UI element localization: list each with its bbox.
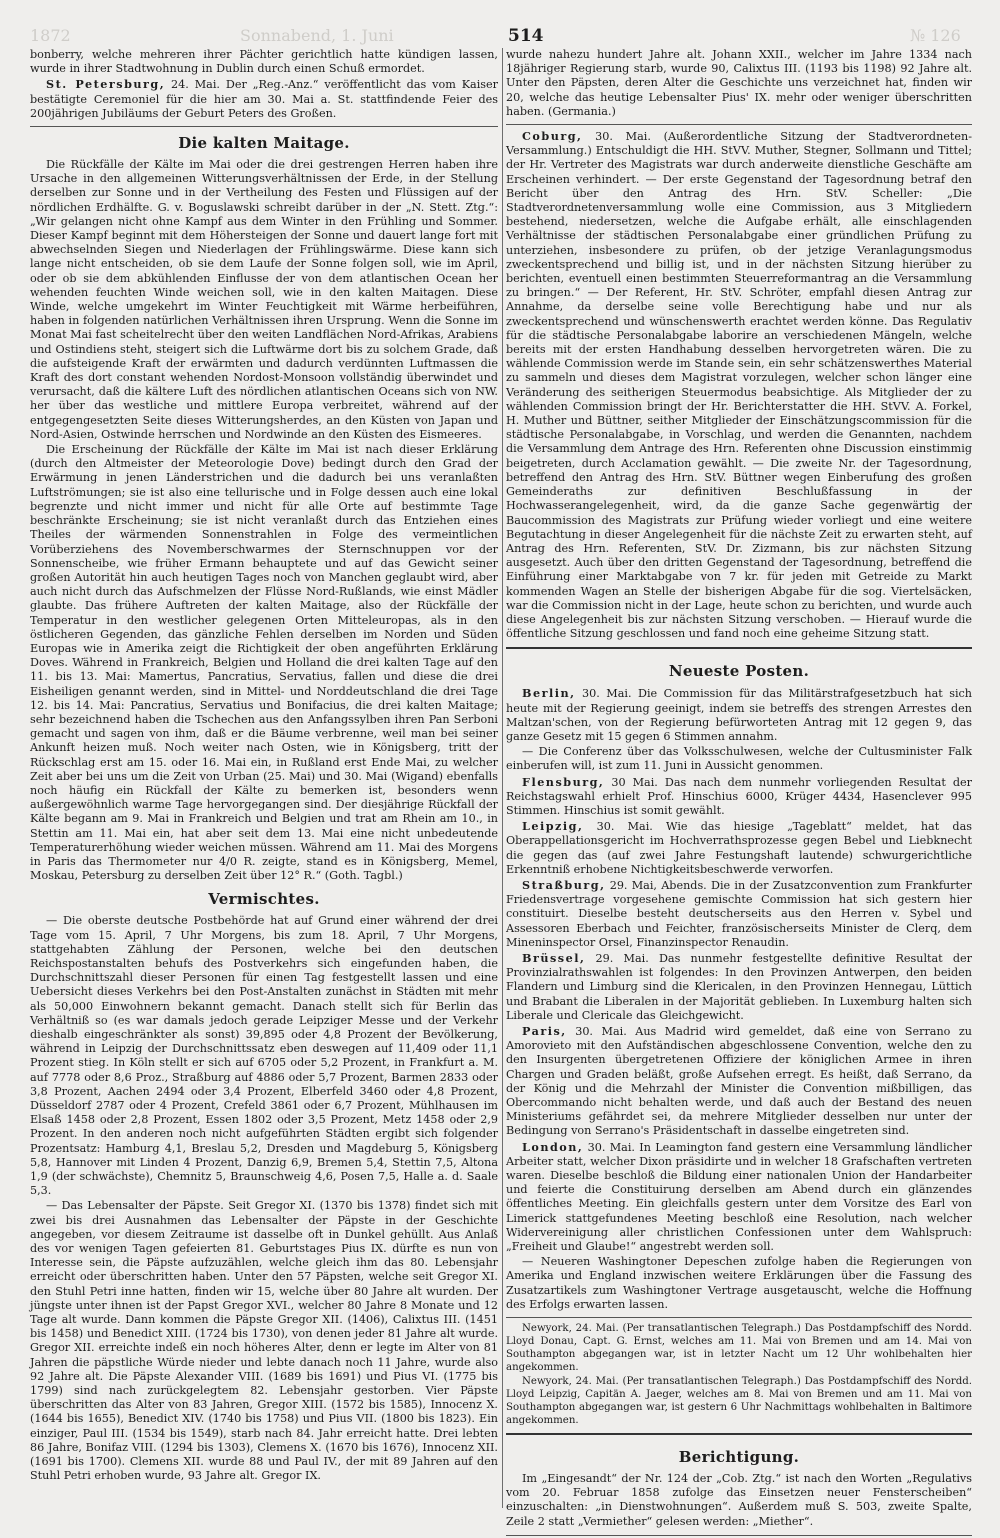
shipping-notices [506,1322,972,1427]
page-number: 514 [508,26,544,46]
section-heading-maitage: Die kalten Maitage. [178,134,350,153]
faint-bleed-right: № 126 [910,26,961,45]
article-coburg [506,129,972,641]
article-flensburg [506,775,972,819]
divider [506,1433,972,1441]
article-berlin [506,686,972,744]
left-column [30,48,498,1510]
dateline-place: St. Petersburg, [46,77,166,92]
article-continuation: wurde nahezu hundert Jahre alt. Johann XXII., welcher im Jahre 1334 nach 18jähriger Regierung starb, wurde 90, Calixtus III. (1193 bis 1198) 92 Jahre alt. Unter den Päpsten, deren Alter die Geschichte uns verzeichnet hat, finden wir 20, welche das heutige Lebensalter Pius' IX. mehr oder weniger überschritten haben. (Germania.) [506,48,972,118]
paragraph: — Die Conferenz über das Volksschulwesen, welche der Cultusminister Falk einberufen will, ist zum 11. Juni in Aussicht genommen. [506,745,972,773]
paragraph: Im „Eingesandt“ der Nr. 124 der „Cob. Ztg.“ ist nach den Worten „Regulativs vom 20. Februar 1858 zufolge das Einsetzen neuer Fensterscheiben“ einzuschalten: „in Dienstwohnungen“. Außerdem muß S. 503, zweite Spalte, Zeile 2 statt „Vermiether“ gelesen werden: „Miether“. [506,1472,972,1528]
divider [506,1317,972,1318]
dateline-place: Paris, [522,1024,567,1038]
article-paris [506,1024,972,1139]
dateline-place: Leipzig, [522,819,584,834]
divider [506,124,972,125]
article-text: 29. Mai, Abends. Die in der Zusatzconvention zum Frankfurter Friedensvertrage vorgesehene gemischte Commission hat sich gestern hier constituirt. Dieselbe besteht deutscherseits aus den Herren v. Sybel und Assessoren Eberbach und Feichter, französischerseits Minister de Clerq, dem Mineninspector Orsel, Finanzinspector Renaudin. [506,878,972,949]
article-text: 30. Mai. (Außerordentliche Sitzung der Stadtverordneten-Versammlung.) Entschuldigt die HH. StVV. Muther, Stegner, Sollmann und Tittel; der Hr. Vertreter des Magistrats war durch anderweite dienstliche Geschäfte am Erscheinen verhindert. — Der erste Gegenstand der Tagesordnung betraf den Bericht über den Antrag des Hrn. StV. Scheller: „Die Stadtverordnetenversammlung wolle eine Commission, aus 3 Mitgliedern bestehend, niedersetzen, welche die Aufgabe erhält, alle einschlagenden Verhältnisse der städtischen Personalabgabe einer gründlichen Prüfung zu unterziehen, insbesondere zu prüfen, ob der jetzige Veranlagungsmodus zweckentsprechend und billig ist, und in der nächsten Sitzung hierüber zu berichten, eventuell einen bestimmten Steuerreformantrag an die Versammlung zu bringen.“ — Der Referent, Hr. StV. Schröter, empfahl diesen Antrag zur Annahme, da derselbe seine volle Berechtigung habe und nur als zweckentsprechend und wünschenswerth erachtet werden könne. Das Regulativ für die städtische Personalabgabe laborire an verschiedenen Mängeln, welche bereits mit der ersten Handhabung desselben hervorgetreten wären. Die zu wählende Commission werde im Stande sein, ein sehr schätzenswerthes Material zu sammeln und dieses dem Magistrat vorzulegen, welcher schon länger eine Veränderung des seitherigen Steuermodus beabsichtige. Als Mitglieder der zu wählenden Commission bringt der Hr. Berichterstatter die HH. StVV. A. Forkel, H. Muther und Büttner, seither Mitglieder der Einschätzungscommission für die städtische Personalabgabe, in Vorschlag, und werden die Genannten, nachdem die Versammlung dem Antrage des Hrn. Referenten ohne Discussion einstimmig beigetreten, durch Acclamation gewählt. — Die zweite Nr. der Tagesordnung, betreffend den Antrag des Hrn. StV. Büttner wegen Einberufung des großen Gemeinderaths zur definitiven Beschlußfassung in der Hochwasserangelegenheit, wird, da die ganze Sache gegenwärtig der Baucommission des Magistrats zur Prüfung wieder vorliegt und eine weitere Begutachtung in dieser Angelegenheit für die nächste Zeit zu erwarten steht, auf Antrag des Hrn. Referenten, StV. Dr. Zizmann, bis zur nächsten Sitzung ausgesetzt. Auch über den dritten Gegenstand der Tagesordnung, betreffend die Einführung einer Marktabgabe von 7 kr. für jeden mit Getreide zu Markt kommenden Wagen an Stelle der bisherigen Abgabe für die sog. Viertelsäcken, war die Commission nicht in der Lage, heute schon zu berichten, und wurde auch diese Angelegenheit bis zur nächsten Sitzung verschoben. — Hierauf wurde die öffentliche Sitzung geschlossen und fand noch eine geheime Sitzung statt. [506,130,972,641]
shipping-notice: Newyork, 24. Mai. (Per transatlantischen Telegraph.) Das Postdampfschiff des Nordd. Lloyd Leipzig, Capitän A. Jaeger, welches am 8. Mai von Bremen und am 11. Mai von Southampton abgegangen war, ist gestern 6 Uhr Nachmittags wohlbehalten in Baltimore angekommen. [506,1376,972,1427]
article-leipzig [506,819,972,877]
dateline-place: Berlin, [522,686,576,701]
dateline-place: Coburg, [522,129,583,144]
paragraph: — Neueren Washingtoner Depeschen zufolge haben die Regierungen von Amerika und England inzwischen weitere Erklärungen über die Fassung des Zusatzartikels zum Washingtoner Vertrage ausgetauscht, welche die Hoffnung des Erfolgs erwarten lassen. [506,1255,972,1311]
article-st-petersburg [30,77,498,121]
dateline-place: London, [522,1139,584,1154]
article-strassburg [506,878,972,950]
right-column [506,48,972,1528]
paragraph: — Die oberste deutsche Postbehörde hat auf Grund einer während der drei Tage vom 15. April, 7 Uhr Morgens, bis zum 18. April, 7 Uhr Morgens, stattgehabten Zählung der Personen, welche bei den deutschen Reichspostanstalten behufs des Postverkehrs sich eingefunden haben, die Durchschnittszahl dieser Personen für einen Tag festgestellt lassen und eine Uebersicht dieses Verkehrs bei den Post-Anstalten zunächst in Städten mit mehr als 50,000 Einwohnern bekannt gemacht. Danach stellt sich für Berlin das Verhältniß so (es war damals jedoch gerade Leipziger Messe und der Verkehr dieshalb eingeschränkter als sonst) 39,895 oder 4,8 Prozent der Bevölkerung, während in Leipzig der Durchschnittssatz eben deswegen auf 11,409 oder 11,1 Prozent stieg. In Köln stellt er sich auf 6705 oder 5,2 Prozent, in Frankfurt a. M. auf 7778 oder 8,6 Proz., Straßburg auf 4886 oder 5,7 Prozent, Barmen 2833 oder 3,8 Prozent, Aachen 2494 oder 3,4 Prozent, Elberfeld 3460 oder 4,8 Prozent, Düsseldorf 2787 oder 4 Prozent, Crefeld 3861 oder 6,7 Prozent, Mühlhausen im Elsaß 1458 oder 2,8 Prozent, Essen 1802 oder 3,5 Prozent, Metz 1458 oder 2,9 Prozent. In den anderen noch nicht aufgeführten Städten ergibt sich folgender Prozentsatz: Hamburg 4,1, Breslau 5,2, Dresden und Magdeburg 5, Königsberg 5,8, Hannover mit Linden 4 Prozent, Danzig 6,9, Bremen 5,4, Stettin 7,5, Altona 1,9 (der schwächste), Chemnitz 5, Braunschweig 4,6, Posen 7,5, Halle a. d. Saale 5,3. [30,914,498,1198]
paragraph: Die Rückfälle der Kälte im Mai oder die drei gestrengen Herren haben ihre Ursache in den allgemeinen Witterungsverhältnissen der Erde, in der Stellung derselben zur Sonne und in der Vertheilung des Festen und Flüssigen auf der nördlichen Erdhälfte. G. v. Boguslawski schreibt darüber in der „N. Stett. Ztg.“: „Wir gelangen nicht ohne Kampf aus dem Winter in den Frühling und Sommer. Dieser Kampf beginnt mit dem Höhersteigen der Sonne und dauert lange fort mit abwechselnden Siegen und Niederlagen der Frühlingswärme. Diese kann sich lange nicht entscheiden, ob sie dem Laufe der Sonne folgen soll, wie im April, oder ob sie dem abkühlenden Einflusse der von dem atlantischen Ocean her wehenden feuchten Winde weichen soll, wie in den kalten Maitagen. Diese Winde, welche umgekehrt im Winter Feuchtigkeit mit Wärme herbeiführen, haben in folgenden natürlichen Verhältnissen ihren Ursprung. Wenn die Sonne im Monat Mai fast scheitelrecht über den weiten Landflächen Nord-Afrikas, Arabiens und Ostindiens steht, steigert sich die Luftwärme dort bis zu solchem Grade, daß die aufsteigende Kraft der erwärmten und dadurch verdünnten Luftmassen die Kraft des dort constant wehenden Nordost-Monsoon vollständig überwindet und verursacht, daß die kältere Luft des nördlichen atlantischen Oceans sich von NW. her über das westliche und mittlere Europa verbreitet, während auf der entgegengesetzten Seite dieses Witterungsherdes, an den Küsten von Japan und Nord-Asien, Ostwinde herrschen und Nordwinde an den Küsten des Eismeeres. [30,158,498,441]
page-header [30,26,970,46]
section-heading-neueste-posten: Neueste Posten. [668,662,810,681]
article-text: 29. Mai. Das nunmehr festgestellte definitive Resultat der Provinzialrathswahlen ist folgendes: In den Provinzen Antwerpen, den beiden Flandern und Limburg sind die Klericalen, in den Provinzen Hennegau, Lüttich und Brabant die Liberalen in der Majorität geblieben. In Luxemburg halten sich Liberale und Clericale das Gleichgewicht. [506,951,972,1022]
shipping-notice: Newyork, 24. Mai. (Per transatlantischen Telegraph.) Das Postdampfschiff des Nordd. Lloyd Donau, Capt. G. Ernst, welches am 11. Mai von Bremen und am 14. Mai von Southampton abgegangen war, ist in letzter Nacht um 12 Uhr wohlbehalten hier angekommen. [506,1323,972,1374]
paragraph: Die Erscheinung der Rückfälle der Kälte im Mai ist nach dieser Erklärung (durch den Altmeister der Meteorologie Dove) bedingt durch den Grad der Erwärmung in jenen Länderstrichen und die dadurch bei uns veranlaßten Luftströmungen; sie ist also eine tellurische und in Folge dessen auch eine lokal begrenzte und nicht immer und nicht für alle Orte auf bestimmte Tage beschränkte Erscheinung; sie ist nicht veranlaßt durch das Entziehen eines Theiles der wärmenden Sonnenstrahlen in Folge des vermeintlichen Vorüberziehens des Novemberschwarmes der Sternschnuppen vor der Sonnenscheibe, wie früher Ermann behauptete und auf das Gewicht seiner großen Autorität hin auch heutigen Tages noch von Manchen geglaubt wird, aber auch nicht durch das Aufschmelzen der Flüsse Nord-Rußlands, wie einst Mädler glaubte. Das frühere Auftreten der kalten Maitage, also der Rückfälle der Temperatur in den westlicher gelegenen Orten Mitteleuropas, als in den östlicheren Gegenden, das gänzliche Fehlen derselben im Norden und Süden Europas wie in Amerika zeigt die Richtigkeit der oben angeführten Erklärung Doves. Während in Frankreich, Belgien und Holland die drei kalten Tage auf den 11. bis 13. Mai: Mamertus, Pancratius, Servatius, fallen und diese die drei Eisheiligen genannt werden, sind in Mittel- und Norddeutschland die drei Tage 12. bis 14. Mai: Pancratius, Servatius und Bonifacius, die drei kalten Maitage; sehr bezeichnend haben die Tschechen aus den Anfangssylben ihren Pan Serboni gemacht und sagen von ihm, daß er die Bäume verbrenne, weil man bei seiner Ankunft heizen muß. Noch weiter nach Osten, wie in Königsberg, tritt der Rückschlag erst am 15. oder 16. Mai ein, in Rußland erst Ende Mai, zu welcher Zeit aber bei uns um die Zeit von Urban (25. Mai) und 30. Mai (Wigand) ebenfalls noch häufig ein Rückfall der Kälte zu bemerken ist, besonders wenn außergewöhnlich warme Tage hervorgegangen sind. Der diesjährige Rückfall der Kälte begann am 9. Mai in Frankreich und Belgien und trat am Rhein am 10., in Stettin am 11. Mai ein, hat aber seit dem 13. Mai eine nicht unbedeutende Temperaturerhöhung wieder weichen müssen. Während am 11. Mai des Morgens in Paris das Thermometer nur 4/0 R. zeigte, stand es in Königsberg, Memel, Moskau, Petersburg zu derselben Zeit über 12° R.“ (Goth. Tagbl.) [30,443,498,883]
article-text: 30. Mai. Aus Madrid wird gemeldet, daß eine von Serrano zu Amorovieto mit den Aufständischen abgeschlossene Convention, welche den zu den Insurgenten übergetretenen Offiziere der königlichen Armee in ihren Chargen und Graden beläßt, große Aufsehen erregt. Es heißt, daß Serrano, da der König und die Mehrzahl der Minister die Convention mißbilligen, das Obercommando nicht behalten werde, und daß auch der Bestand des neuen Ministeriums gefährdet sei, da mehrere Mitglieder desselben nur unter der Bedingung von Serrano's Präsidentschaft in dasselbe eingetreten sind. [506,1025,972,1138]
faint-bleed-left: 1872 [30,26,71,45]
section-heading-berichtigung: Berichtigung. [678,1448,800,1467]
dateline-place: Straßburg, [522,877,606,892]
column-divider [502,48,503,1508]
article-text: 30. Mai. Wie das hiesige „Tageblatt“ meldet, hat das Oberappellationsgericht im Hochverrathsprozesse gegen Bebel und Liebknecht die gegen das (auf zwei Jahre Festungshaft lautende) schwurgerichtliche Erkenntniß erhobene Nichtigkeitsbeschwerde verworfen. [506,820,972,876]
faint-bleed-middle: Sonnabend, 1. Juni [240,26,394,45]
divider [30,126,498,127]
article-text: 30. Mai. In Leamington fand gestern eine Versammlung ländlicher Arbeiter statt, welcher Dixon präsidirte und in welcher 18 Grafschaften vertreten waren. Dieselbe beschloß die Bildung einer nationalen Union der Handarbeiter und feierte die Constituirung derselben am Abend durch ein glänzendes öffentliches Meeting. Ein gleichfalls gestern unter dem Vorsitze des Earl von Limerick stattgefundenes Meeting beschloß eine Resolution, nach welcher Widervereinigung aller christlichen Confessionen unter dem Wahlspruch: „Freiheit und Glaube!“ angestrebt werden soll. [506,1140,972,1254]
dateline-place: Flensburg, [522,774,605,789]
article-continuation: bonberry, welche mehreren ihrer Pächter gerichtlich hatte kündigen lassen, wurde in ihrer Stadtwohnung in Dublin durch einen Schuß ermordet. [30,48,498,76]
article-text: 30 Mai. Das nach dem nunmehr vorliegenden Resultat der Reichstagswahl erhielt Prof. Hinschius 6000, Krüger 4434, Hasenclever 995 Stimmen. Hinschius ist somit gewählt. [506,775,972,817]
section-heading-vermischtes: Vermischtes. [208,890,320,909]
dateline-place: Brüssel, [522,950,586,965]
article-bruessel [506,951,972,1023]
divider [506,647,972,655]
article-text: 24. Mai. Der „Reg.-Anz.“ veröffentlicht das vom Kaiser bestätigte Ceremoniel für die hier am 30. Mai a. St. stattfindende Feier des 200jährigen Jubiläums der Geburt Peters des Großen. [30,78,499,120]
end-rule [506,1535,972,1538]
article-text: 30. Mai. Die Commission für das Militärstrafgesetzbuch hat sich heute mit der Regierung geeinigt, indem sie betreffs des strengen Arrestes den Maltzan'schen, von der Regierung befürworteten Antrag mit 12 gegen 9, das ganze Gesetz mit 15 gegen 6 Stimmen annahm. [506,687,972,743]
paragraph: — Das Lebensalter der Päpste. Seit Gregor XI. (1370 bis 1378) findet sich mit zwei bis drei Ausnahmen das Lebensalter der Päpste in der Geschichte angegeben, vor diesem Zeitraume ist dasselbe oft in Dunkel gehüllt. Aus Anlaß des vor wenigen Tagen gefeierten 81. Geburtstages Pius IX. dürfte es nun von Interesse sein, die Päpste aufzuzählen, welche gleich ihm das 80. Lebensjahr erreicht oder überschritten haben. Unter den 57 Päpsten, welche seit Gregor XI. den Stuhl Petri inne hatten, finden wir 15, welche über 80 Jahre alt wurden. Der jüngste unter ihnen ist der Papst Gregor XVI., welcher 80 Jahre 8 Monate und 12 Tage alt wurde. Dann kommen die Päpste Gregor XII. (1406), Calixtus III. (1451 bis 1458) und Benedict XIII. (1724 bis 1730), von denen jeder 81 Jahre alt wurde. Gregor XII. erreichte indeß ein noch höheres Alter, denn er legte im Alter von 81 Jahren die päpstliche Würde nieder und lebte danach noch 11 Jahre, wurde also 92 Jahre alt. Die Päpste Alexander VIII. (1689 bis 1691) und Pius VI. (1775 bis 1799) sind nach zurückgelegtem 82. Lebensjahr gestorben. Vier Päpste überschritten das Alter von 83 Jahren, Gregor XIII. (1572 bis 1585), Innocenz X. (1644 bis 1655), Benedict XIV. (1740 bis 1758) und Pius VII. (1800 bis 1823). Ein einziger, Paul III. (1534 bis 1549), starb nach 84. Jahr erreicht hatte. Drei lebten 86 Jahre, Bonifaz VIII. (1294 bis 1303), Clemens X. (1670 bis 1676), Innocenz XII. (1691 bis 1700). Clemens XII. wurde 88 und Paul IV., der mit 89 Jahren auf den Stuhl Petri erhoben wurde, 93 Jahre alt. Gregor IX. [30,1199,498,1483]
article-london [506,1140,972,1255]
